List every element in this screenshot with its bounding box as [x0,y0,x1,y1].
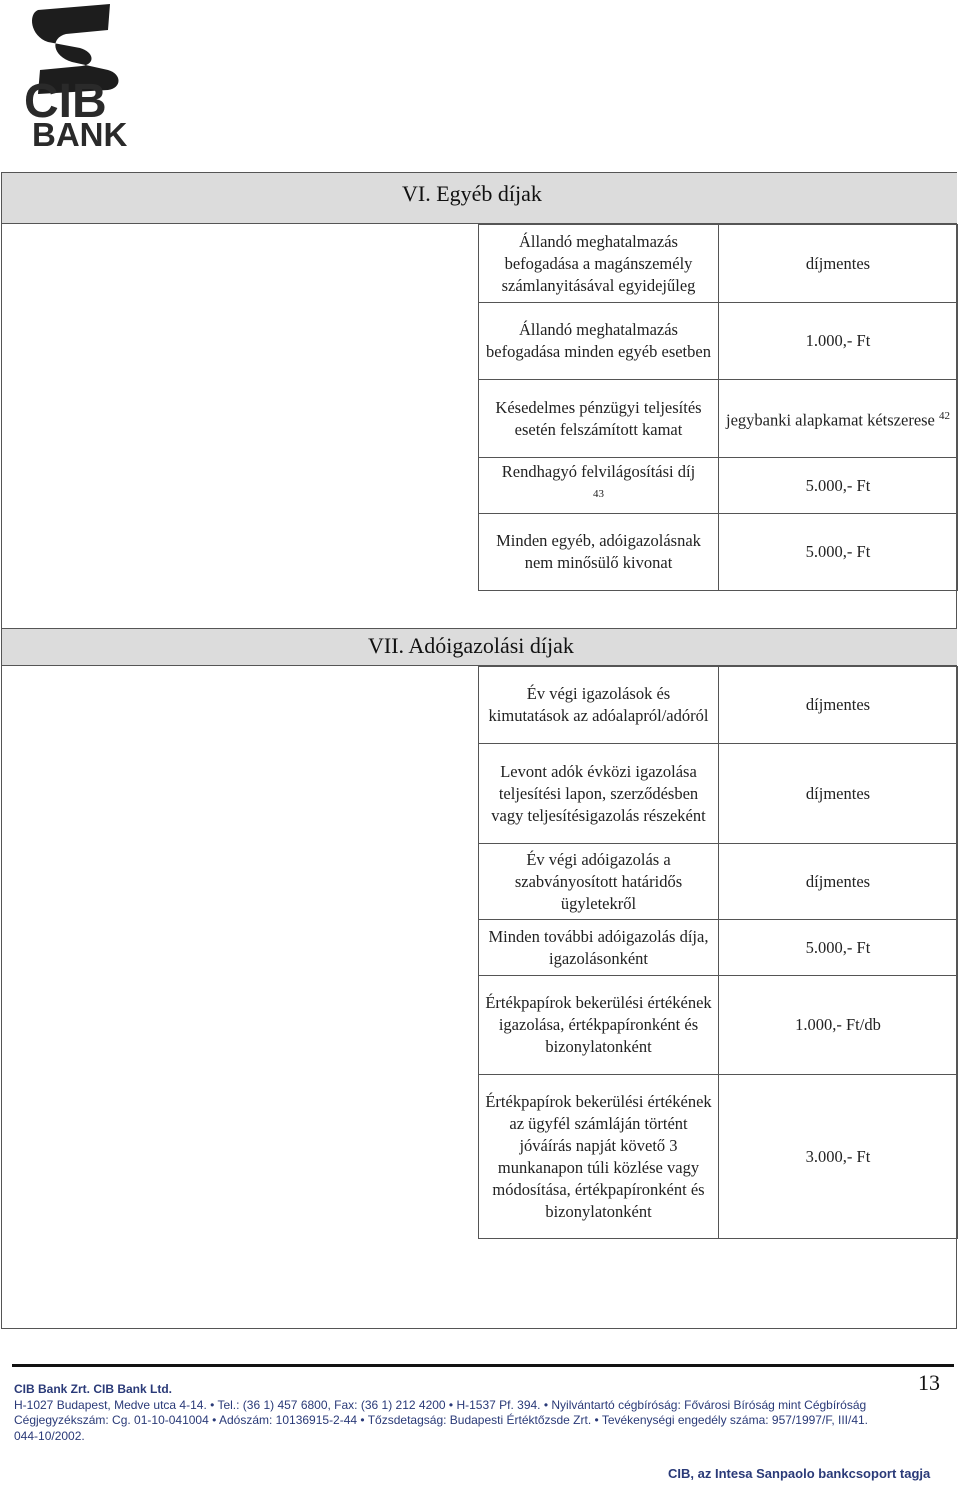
fee-value [719,380,958,458]
fee-value: díjmentes [719,744,958,844]
fee-value: 5.000,- Ft [719,458,958,514]
footer-registry: Cégjegyzékszám: Cg. 01-10-041004 • Adószám: 10136915-2-44 • Tőzsdetagság: Budapesti Értéktőzsde Zrt. • Tevékenységi engedély száma: 957/1997/F, III/41. [14,1413,868,1427]
fee-value-text: jegybanki alapkamat kétszerese [725,410,935,430]
section-title: VI. Egyéb díjak [402,181,542,206]
footnote-ref: 42 [939,410,951,423]
footnote-ref: 43 [593,488,604,501]
fee-description [479,458,719,514]
fee-description: Értékpapírok bekerülési értékének az ügyfél számláján történt jóváírás napját követő 3 munkanapon túli közlése vagy módosítása, értékpapíronként és bizonylatonként [479,1075,719,1239]
logo-text-bank: BANK [32,116,128,150]
footer-company: CIB Bank Zrt. CIB Bank Ltd. [14,1382,173,1396]
fee-value: díjmentes [719,667,958,744]
fee-description: Minden további adóigazolás díja, igazolásonként [479,920,719,976]
logo-text-cib: CIB [24,75,107,128]
table-row [479,303,958,380]
fee-value: 1.000,- Ft/db [719,976,958,1075]
table-row [479,744,958,844]
fee-value: 5.000,- Ft [719,514,958,591]
table-row [479,844,958,920]
fee-value: 1.000,- Ft [719,303,958,380]
fee-description: Év végi adóigazolás a szabványosított határidős ügyletekről [479,844,719,920]
fee-description: Levont adók évközi igazolása teljesítési lapon, szerződésben vagy teljesítésigazolás részeként [479,744,719,844]
fee-description-text: Rendhagyó felvilágosítási díj [501,462,696,482]
table-row [479,1075,958,1239]
footer-address: H-1027 Budapest, Medve utca 4-14. • Tel.: (36 1) 457 6800, Fax: (36 1) 212 4200 • H-1537 Pf. 394. • Nyilvántartó cégbíróság: Fővárosi Bíróság mint Cégbíróság [14,1397,867,1412]
table-row [479,458,958,514]
table-row [479,976,958,1075]
table-row [479,667,958,744]
table-row [479,920,958,976]
fee-description: Késedelmes pénzügyi teljesítés esetén felszámított kamat [479,380,719,458]
footer-divider [12,1364,954,1367]
footer-tagline: CIB, az Intesa Sanpaolo bankcsoport tagja [668,1466,931,1481]
fee-value: 3.000,- Ft [719,1075,958,1239]
fee-value: díjmentes [719,844,958,920]
fee-description: Állandó meghatalmazás befogadása a magánszemély számlanyitásával egyidejűleg [479,225,719,303]
page-number: 13 [918,1370,940,1395]
footer [14,1382,939,1444]
cib-bank-logo [10,4,136,150]
fee-value: 5.000,- Ft [719,920,958,976]
fee-value: díjmentes [719,225,958,303]
other-fees-table [478,224,958,591]
fee-description: Év végi igazolások és kimutatások az adóalapról/adóról [479,667,719,744]
section-header-tax-certificate-fees [2,628,957,666]
fee-description: Értékpapírok bekerülési értékének igazolása, értékpapíronként és bizonylatonként [479,976,719,1075]
fee-description: Állandó meghatalmazás befogadása minden egyéb esetben [479,303,719,380]
fee-description: Minden egyéb, adóigazolásnak nem minősülő kivonat [479,514,719,591]
table-row [479,380,958,458]
tax-certificate-fees-table [478,666,958,1239]
footer-license: 044-10/2002. [14,1428,85,1443]
section-header-other-fees [2,173,957,224]
table-row [479,225,958,303]
table-row [479,514,958,591]
section-title: VII. Adóigazolási díjak [368,633,574,658]
